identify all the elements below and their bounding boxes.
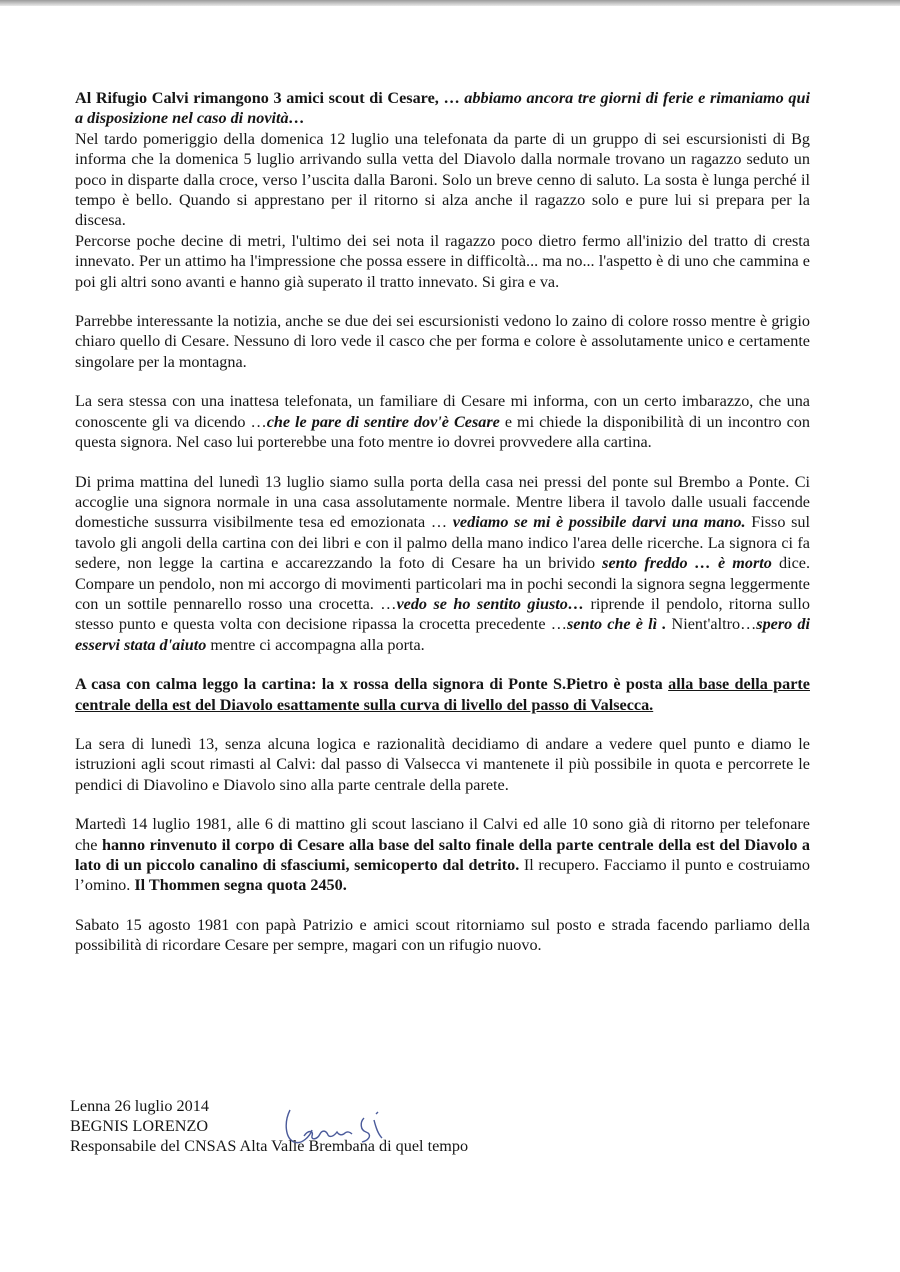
p1-quote: abbiamo ancora tre giorni di ferie e rimaniamo qui a disposizione nel caso di novità… (75, 89, 810, 128)
p4-text-c: Fisso sul tavolo gli angoli della cartina con dei libri e con il palmo della mano indico l'area delle ricerche. La signora ci fa sedere, non legge la cartina e accarezzando la foto di Cesare ha un brivido (75, 513, 810, 573)
p4-text-e: dice. Compare un pendolo, non mi accorgo di movimenti particolari ma in pochi secondi la signora segna leggermente con un sottile pennarello rosso una crocetta. … (75, 554, 811, 613)
p7-bold-altitude: Il Thommen segna quota 2450. (134, 876, 347, 895)
p4-quote-1: vediamo se mi è possibile darvi una mano. (452, 513, 746, 532)
paragraph-4 (75, 472, 810, 656)
paragraph-1 (75, 88, 810, 292)
p4-text-g: riprende il pendolo, ritorna sullo stesso punto e questa volta con decisione ripassa la crocetta precedente … (75, 594, 810, 634)
p1-line3: Percorse poche decine di metri, l'ultimo dei sei nota il ragazzo poco dietro fermo all'inizio del tratto di cresta innevato. Per un attimo ha l'impressione che possa essere in difficoltà... ma no... l'aspetto è di uno che cammina e poi gli altri sono avanti e hanno già superato il tratto innevato. Si gira e va. (75, 231, 810, 291)
p1-line2: Nel tardo pomeriggio della domenica 12 luglio una telefonata da parte di un gruppo di sei escursionisti di Bg informa che la domenica 5 luglio arrivando sulla vetta del Diavolo dalla normale trovano un ragazzo seduto un poco in disparte dalla croce, verso l’uscita dalla Baroni. Solo un breve cenno di saluto. La sosta è lunga perché il tempo è bello. Quando si apprestano per il ritorno si alza anche il ragazzo solo e pure lui si prepara per la discesa. (75, 129, 810, 230)
paragraph-6: La sera di lunedì 13, senza alcuna logica e razionalità decidiamo di andare a vedere quel punto e diamo le istruzioni agli scout rimasti al Calvi: dal passo di Valsecca vi mantenete il più possibile in quota e percorrete le pendici di Diavolino e Diavolo sino alla parte centrale della parete. (75, 734, 810, 794)
p7-text-c: Il recupero. Facciamo il punto e costruiamo l’omino. (75, 856, 810, 895)
paragraph-8: Sabato 15 agosto 1981 con papà Patrizio e amici scout ritorniamo sul posto e strada facendo parliamo della possibilità di ricordare Cesare per sempre, magari con un rifugio nuovo. (75, 915, 810, 955)
signoff-role: Responsabile del CNSAS Alta Valle Brembana di quel tempo (70, 1137, 469, 1155)
p4-quote-3: vedo se ho sentito giusto… (396, 594, 585, 613)
p3-text-c: e mi chiede la disponibilità di un incontro con questa signora. Nel caso lui porterebbe una foto mentre io dovrei provvedere alla cartina. (75, 412, 810, 452)
paragraph-2: Parrebbe interessante la notizia, anche se due dei sei escursionisti vedono lo zaino di colore rosso mentre è grigio chiaro quello di Cesare. Nessuno di loro vede il casco che per forma e colore è assolutamente unico e certamente singolare per la montagna. (75, 312, 810, 371)
paragraph-7 (75, 814, 810, 896)
p7-bold-finding: hanno rinvenuto il corpo di Cesare alla base del salto finale della parte centrale della est del Diavolo a lato di un piccolo canalino di sfasciumi, semicoperto dal detrito. (75, 835, 810, 874)
p3-quote: che le pare di sentire dov'è Cesare (266, 412, 500, 431)
handwritten-signature (282, 1100, 392, 1150)
p4-text-k: mentre ci accompagna alla porta. (206, 635, 425, 654)
p7-text-a: Martedì 14 luglio 1981, alle 6 di mattino gli scout lasciano il Calvi ed alle 10 sono già di ritorno per telefonare che (75, 815, 810, 854)
p4-text-i: Nient'altro… (666, 615, 757, 634)
p3-text-a: La sera stessa con una inattesa telefonata, un familiare di Cesare mi informa, con un certo imbarazzo, che una conoscente gli va dicendo … (75, 392, 810, 431)
p4-quote-2: sento freddo … è morto (602, 554, 772, 573)
scan-top-edge (0, 0, 900, 6)
paragraph-5 (75, 674, 810, 715)
signoff-block (70, 1096, 468, 1156)
p4-text-a: Di prima mattina del lunedì 13 luglio siamo sulla porta della casa nei pressi del ponte sul Brembo a Ponte. Ci accoglie una signora normale in una casa assolutamente normale. Mentre libera il tavolo dalle usuali faccende domestiche sussurra visibilmente tesa ed emozionata … (75, 472, 810, 532)
paragraph-3 (75, 391, 810, 452)
p4-quote-4: sento che è lì . (566, 615, 667, 634)
document-body (75, 88, 810, 975)
p5-underlined: alla base della parte centrale della est del Diavolo esattamente sulla curva di livello del passo di Valsecca. (75, 675, 810, 714)
p1-lead: Al Rifugio Calvi rimangono 3 amici scout di Cesare, … (75, 89, 465, 107)
p5-text-a: A casa con calma leggo la cartina: la x rossa della signora di Ponte S.Pietro è posta (75, 675, 669, 694)
p4-quote-5: spero di esservi stata d'aiuto (75, 615, 810, 654)
signoff-place-date: Lenna 26 luglio 2014 (70, 1097, 209, 1115)
signoff-name: BEGNIS LORENZO (70, 1117, 209, 1135)
